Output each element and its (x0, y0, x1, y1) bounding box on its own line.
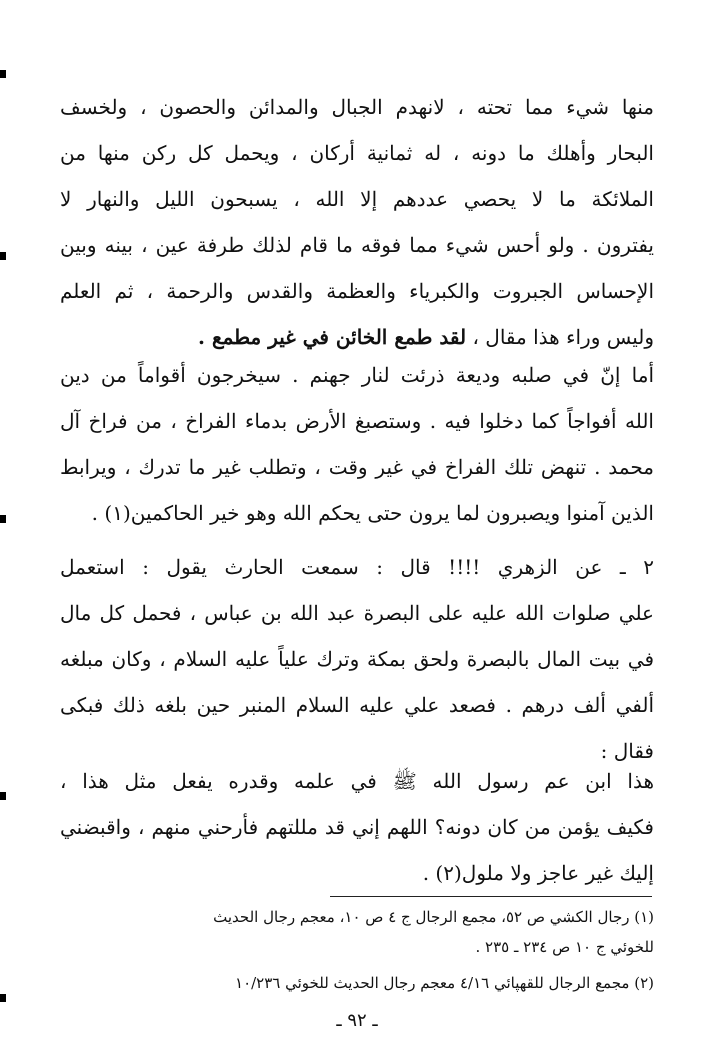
footnote-2: (٢) مجمع الرجال للقهپائي ٤/١٦ معجم رجال الحديث للخوئي ١٠/٢٣٦ (235, 974, 654, 992)
footnote-divider (330, 896, 652, 897)
footnote-1: (١) رجال الكشي ص ٥٢، مجمع الرجال ج ٤ ص ١٠، معجم رجال الحديث (213, 908, 654, 926)
text-line: علي صلوات الله عليه على البصرة عبد الله بن عباس ، فحمل كل مال (60, 601, 654, 625)
text-line: الملائكة ما لا يحصي عددهم إلا الله ، يسبحون الليل والنهار لا (60, 187, 654, 211)
text-segment: وليس وراء هذا مقال ، (472, 325, 654, 349)
text-line: إليك غير عاجز ولا ملول(٢) . (422, 861, 654, 885)
paragraph-3 (60, 544, 654, 774)
paragraph-4 (60, 758, 654, 896)
text-line: فقال : (600, 739, 654, 763)
margin-mark (0, 515, 6, 523)
text-line: أما إنّ في صلبه وديعة ذرئت لنار جهنم . سيخرجون أقواماً من دين (60, 363, 654, 387)
text-line: هذا ابن عم رسول الله ﷺ في علمه وقدره يفعل مثل هذا ، (60, 769, 654, 793)
paragraph-2 (60, 352, 654, 536)
margin-mark (0, 70, 6, 78)
text-line: منها شيء مما تحته ، لانهدم الجبال والمدائن والحصون ، ولخسف (60, 95, 654, 119)
text-line: الإحساس الجبروت والكبرياء والعظمة والقدس والرحمة ، ثم العلم (60, 279, 654, 303)
text-line: في بيت المال بالبصرة ولحق بمكة وترك علياً عليه السلام ، وكان مبلغه (60, 647, 654, 671)
text-line: البحار وأهلك ما دونه ، له ثمانية أركان ، ويحمل كل ركن منها من (60, 141, 654, 165)
footnote-1-continuation: للخوئي ج ١٠ ص ٢٣٤ ـ ٢٣٥ . (475, 938, 654, 956)
text-line: الذين آمنوا ويصبرون لما يرون حتى يحكم الله وهو خير الحاكمين(١) . (91, 501, 654, 525)
text-line: يفترون . ولو أحس شيء مما فوقه ما قام لذلك طرفة عين ، بينه وبين (60, 233, 654, 257)
text-line: ٢ ـ عن الزهري !!!! قال : سمعت الحارث يقول : استعمل (60, 555, 654, 579)
page-number: ـ ٩٢ ـ (336, 1010, 378, 1031)
margin-mark (0, 994, 6, 1002)
margin-mark (0, 252, 6, 260)
text-line: محمد . تنهض تلك الفراخ في غير وقت ، وتطلب غير ما تدرك ، ويرابط (60, 455, 654, 479)
bold-quote: لقد طمع الخائن في غير مطمع . (198, 325, 467, 349)
text-line: ألفي ألف درهم . فصعد علي عليه السلام المنبر حين بلغه ذلك فبكى (60, 693, 654, 717)
paragraph-1 (60, 84, 654, 360)
text-line: الله أفواجاً كما دخلوا فيه . وستصبغ الأرض بدماء الفراخ ، من فراخ آل (60, 409, 654, 433)
margin-mark (0, 792, 6, 800)
text-line: فكيف يؤمن من كان دونه؟ اللهم إني قد مللتهم فأرحني منهم ، واقبضني (60, 815, 654, 839)
